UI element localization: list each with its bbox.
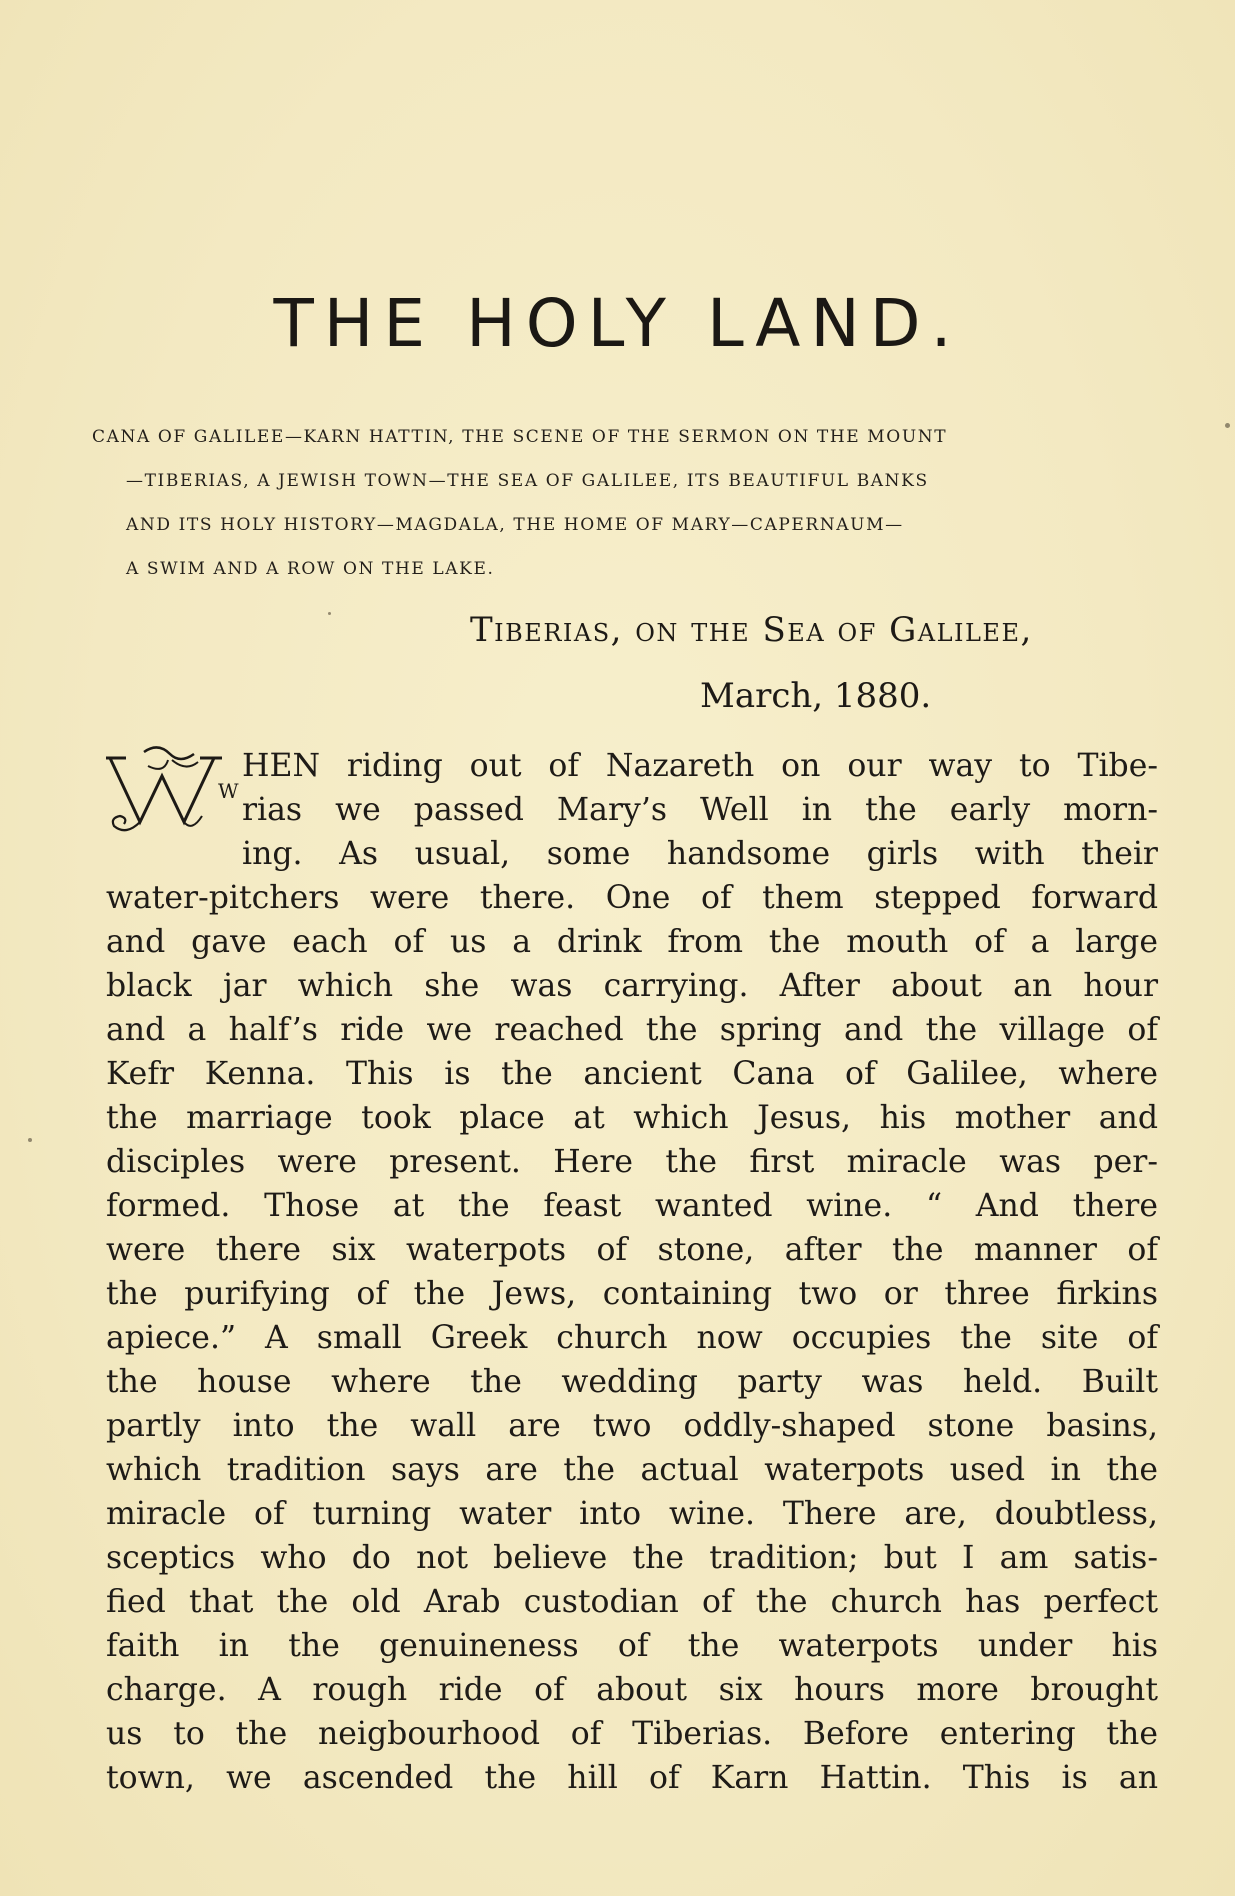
text-line: and a half’s ride we reached the spring and the village of: [106, 1012, 1158, 1048]
text-line: us to the neigbourhood of Tiberias. Before entering the: [106, 1716, 1158, 1752]
text-line: partly into the wall are two oddly-shaped stone basins,: [106, 1408, 1158, 1444]
text-line: miracle of turning water into wine. There are, doubtless,: [106, 1496, 1158, 1532]
dropcap-letter: W: [218, 779, 239, 803]
text-line: the house where the wedding party was held. Built: [106, 1364, 1158, 1400]
summary-line: —TIBERIAS, A JEWISH TOWN—THE SEA OF GALILEE, ITS BEAUTIFUL BANKS: [126, 471, 929, 491]
summary-line: A SWIM AND A ROW ON THE LAKE.: [126, 559, 495, 579]
text-line: faith in the genuineness of the waterpots under his: [106, 1628, 1158, 1664]
text-line: ing. As usual, some handsome girls with their: [242, 836, 1158, 872]
dateline-date: March, 1880.: [700, 676, 932, 716]
text-line: apiece.” A small Greek church now occupies the site of: [106, 1320, 1158, 1356]
text-line: and gave each of us a drink from the mouth of a large: [106, 924, 1158, 960]
print-speck: [328, 612, 331, 615]
text-line: Kefr Kenna. This is the ancient Cana of Galilee, where: [106, 1056, 1158, 1092]
text-line: formed. Those at the feast wanted wine. “ And there: [106, 1188, 1158, 1224]
summary-line: AND ITS HOLY HISTORY—MAGDALA, THE HOME OF MARY—CAPERNAUM—: [126, 515, 904, 535]
text-line: the marriage took place at which Jesus, his mother and: [106, 1100, 1158, 1136]
text-line: which tradition says are the actual waterpots used in the: [106, 1452, 1158, 1488]
summary-line: CANA OF GALILEE—KARN HATTIN, THE SCENE OF THE SERMON ON THE MOUNT: [92, 427, 948, 447]
text-line: black jar which she was carrying. After about an hour: [106, 968, 1158, 1004]
dateline-place: Tiberias, on the Sea of Galilee,: [470, 610, 1033, 650]
text-line: charge. A rough ride of about six hours more brought: [106, 1672, 1158, 1708]
text-line: town, we ascended the hill of Karn Hattin. This is an: [106, 1760, 1158, 1796]
text-line: fied that the old Arab custodian of the church has perfect: [106, 1584, 1158, 1620]
print-speck: [28, 1138, 32, 1142]
chapter-title: THE HOLY LAND.: [273, 285, 962, 362]
text-line: water-pitchers were there. One of them stepped forward: [106, 880, 1158, 916]
text-line: sceptics who do not believe the tradition; but I am satis-: [106, 1540, 1158, 1576]
text-line: rias we passed Mary’s Well in the early morn-: [242, 792, 1158, 828]
chapter-summary: [92, 415, 1154, 591]
body-paragraph: [106, 744, 1158, 1800]
text-line: were there six waterpots of stone, after the manner of: [106, 1232, 1158, 1268]
text-line: HEN riding out of Nazareth on our way to Tibe-: [242, 748, 1158, 784]
text-line: disciples were present. Here the first miracle was per-: [106, 1144, 1158, 1180]
print-speck: [1225, 423, 1230, 428]
text-line: the purifying of the Jews, containing two or three firkins: [106, 1276, 1158, 1312]
